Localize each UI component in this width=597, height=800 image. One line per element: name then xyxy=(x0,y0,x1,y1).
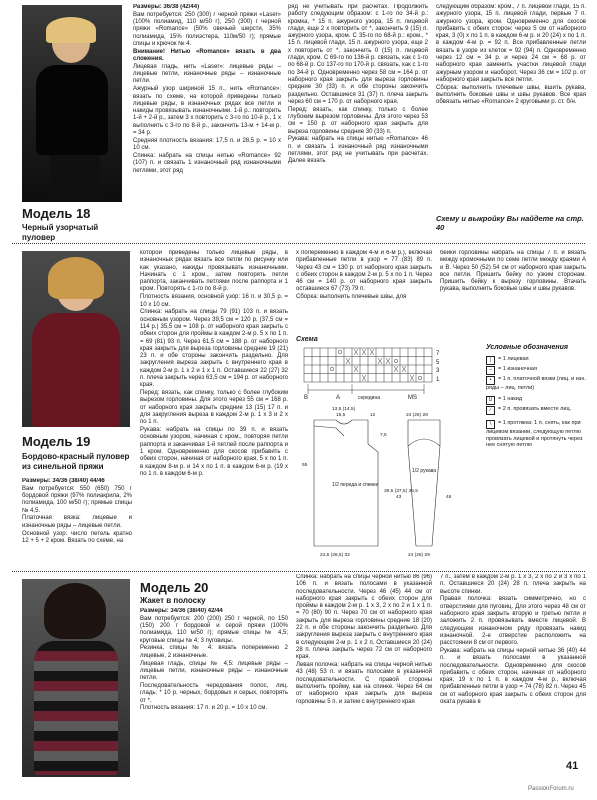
dimension-label: 15,5 xyxy=(336,413,346,418)
text-block: Перед: вязать, как спинку, только с более глубоким вырезом горловины. Для этого через 55 см = 168 р. от наборного края закрыть средние 13 (15) 17 п. и для закругления выреза в каждом 2-м р. 1 х 3 и 2 х по 1 п. xyxy=(140,390,288,426)
model-20-subtitle: Жакет в полоску xyxy=(140,596,206,605)
text-block: Ажурный узор шириной 15 п., нить «Romance»: вязать по схеме, на которой приведены только лицевые ряды, в изнаночных рядах все петли и накиды провязывать изнаночными. 1-й р.: повторить 1-й + 2-й р., затем 3 х повторить с 3-го по 10-й р., 1 х выполнить с 3-го по 8-й р., закончить 13-м + 14-м р. = 34 р. xyxy=(133,86,281,137)
model-19-column-2 xyxy=(140,250,288,572)
model-18-column-2 xyxy=(288,4,428,236)
edge-label: A xyxy=(336,395,341,400)
model-18-column-3 xyxy=(436,4,586,184)
text-block: Рукава: набрать на спицы нитью «Romance» 46 п. и связать 1 изнаночный ряд изнаночными петлями, этот ряд не учитывать при расчетах. Далее вязать xyxy=(288,136,428,165)
piece-label-back: 1/2 переда и спинки xyxy=(332,482,379,488)
text-block: следующим образом: кром., 7 п. лицевой глади, 15 п. ажурного узора, 15 п. лицевой глади, первые 7 п. ажурного узора, кром. Одновременно для скосов прибавить с обеих сторон: через 5 см от наборного края, 3 (0) х по 1 п. в каждом 6-м р. и 20 (24) х по 1 п. в каждом 4-м р. = 92 п. Все прибавленные петли вязать в узоре из клеток = 92 (94) п. Одновременно через 12 см = 34 р. и через 24 см = 68 р. от наборного края заменить участки лицевой глади ажурным узором и наоборот. Через 36 см = 102 р. от наборного края закрыть все петли. xyxy=(436,4,586,83)
purl-symbol-icon: – xyxy=(486,366,495,375)
model-20-column-1 xyxy=(140,608,288,778)
piece-label-sleeve: 1/2 рукава xyxy=(412,468,437,474)
dimension-label: 55 xyxy=(302,463,308,468)
text-block: которой приведены только лицевые ряды, в изнаночных рядах вязать все петли по рисунку или как указано, накиды провязывать изнаночными. Начинать с 1 кром., затем повторять петли раппорта, заканчивать петлями после раппорта и 1 кром. Повторять с 1-го по 8-й р. xyxy=(140,250,288,293)
text-block: бейки горловины набрать на спицы 7 п. и вязать между кромочными по семе петли между краями А и В. Через 50 (52) 54 см от наборного края закрыть все петли. Пришить бейку по узким сторонам. Пришить бейку к вырезу горловины. Втачать рукава, выполнить боковые швы и швы рукавов. xyxy=(440,250,586,293)
section-divider xyxy=(12,571,585,572)
text-block: Сборка: выполнить плечевые швы, для xyxy=(296,294,407,301)
model-20-column-2 xyxy=(296,574,432,780)
knit-symbol-icon: | xyxy=(486,356,495,365)
legend-slip: ∖ = 1 протяжка: 1 п. снять, как при лицевом вязании, следующую петлю провязать лицевой и протянуть через нее снятую петлю xyxy=(486,420,583,448)
dimension-label: 43 xyxy=(396,495,402,500)
dimension-label: 39,5 (37,5) 35,5 xyxy=(384,489,418,494)
text-block: Платочная вязка: лицевые и изнаночные ряды – лицевые петли. xyxy=(22,515,132,529)
legend-title: Условные обозначения xyxy=(486,344,569,351)
sizes: Размеры: 36/38 (42/44) xyxy=(133,4,200,10)
garter-symbol-icon: • xyxy=(486,376,495,385)
row-label: 5 xyxy=(436,360,440,366)
page-number: 41 xyxy=(566,760,579,772)
schema-title: Схема xyxy=(296,336,318,343)
text-block: Правая полочка: вязать симметрично, но с отверстиями для пуговиц. Для этого через 48 см от наборного края закрыть вторую и третью петли и заложить 2 п. провязывать вместе лицевой. В следующем изнаночном ряду провязать накид изнаночной. 2-е отверстие расположить на расстоянии 8 см от первого. xyxy=(440,596,586,647)
row-label: 3 xyxy=(436,368,440,374)
dimension-label: 24 (26) 28 xyxy=(406,413,428,418)
slip-symbol-icon: ∖ xyxy=(486,420,495,429)
dimension-label: 46 xyxy=(446,495,452,500)
model-20-column-3 xyxy=(440,574,586,750)
text-block: Вам потребуется: 250 (300) г черной пряжи «Laser» (100% полиамид, 110 м/50 г), 250 (300) г черной пряжи «Romance» (50% овечьей шерсти, 35% полиамида, 15% полиэстера, 110м/50 г); прямые спицы и крючок № 4. xyxy=(133,11,281,47)
text-block: Спинка: набрать на спицы нитью «Romance» 92 (107) п. и связать 1 изнаночный ряд изнаночными петлями, этот ряд xyxy=(133,152,281,174)
text-block: Лицевая гладь, нить «Laser»: лицевые ряды – лицевые петли, изнаночные ряды – изнаночные петли. xyxy=(133,63,281,85)
row-label: 1 xyxy=(436,377,440,383)
model-18-subtitle: Черный узорчатый пуловер xyxy=(22,223,99,242)
text-block: ряд не учитывать при расчетах. Продолжить работу следующим образом: с 1-го по 34-й р.: кромка, * 15 п. ажурного узора, 15 п. лицевой глади, еще 2 х повторить от *, закончить 9 (15) п. ажурного узора, кром. С 35-го по 68-й р.: кром., * 15 п. лицевой глади, 15 п. ажурного узора, еще 2 х повторить от *, закончить 0 (15) п. лицевой глади, кром. С 69-го по 136-й р. связать, как с 1-го по 68-й р. Со 137-го по 170-й р. связать, как с 1-го по 34-й р. Одновременно через 58 см = 164 р. от наборного края закрыть для выреза горловины средние 30 (33) п. и обе стороны закончить раздельно. Оставшиеся 31 (37) п. плеча закрыть через 60 см = 170 р. от наборного края. xyxy=(288,4,428,105)
dimension-label: 24,5 (28,5) 32 xyxy=(320,553,350,558)
dimension-label: 24 (26) 28 xyxy=(408,553,430,558)
dimension-label: 7,5 xyxy=(380,433,387,438)
text-block: Последовательность чередования полос, лиц. гладь: * 10 р. черных, бордовых и серых, повторять от *. xyxy=(140,682,288,704)
text-block: Левая полочка: набрать на спицы черной нитью 43 (48) 53 п. и вязать полосами в указанной последовательности. С правой стороны выполнить пройму, как на спинке. Через 64 см от наборного края закрыть для выреза горловины 5 п. и затем с внутреннего края xyxy=(296,662,432,705)
model-18-photo xyxy=(22,5,122,202)
model-19-subtitle: Бордово-красный пуловер из синельной пряжи xyxy=(22,452,130,471)
edge-label: B xyxy=(304,395,309,400)
repeat-label: MS xyxy=(408,395,417,400)
model-18-column-1 xyxy=(133,4,281,236)
center-label: середина xyxy=(358,395,380,400)
row-label: 7 xyxy=(436,351,440,357)
dimension-label: 12 xyxy=(370,413,376,418)
legend-k2tog: ∕ = 2 п. провязать вместе лиц. xyxy=(486,406,586,415)
text-block: Внимание! Нитью «Romance» вязать в два сложения. xyxy=(133,48,281,63)
text-block: Резинка, спицы № 4: вязать попеременно 2 лицевые, 2 изнаночные. xyxy=(140,645,288,659)
model-19-title: Модель 19 xyxy=(22,434,91,449)
text-block: х попеременно в каждом 4-м и 6-м р.), включая прибавленные петли в узор = 77 (83) 89 п. Через 43 см = 130 р. от наборного края закрыть с обеих сторон в каждом 2-м р. 5 х по 1 п. Через 46 см = 140 р. от наборного края закрыть оставшиеся 67 (73) 79 п. xyxy=(296,250,432,293)
see-schema-note: Схему и выкройку Вы найдете на стр. 40 xyxy=(436,214,584,232)
text-block: Вам потребуется: 200 (200) 250 г черной, по 150 (150) 200 г бордовой и серой пряжи (100% полиамида, 110 м/50 г); прямые спицы № 4,5; круговые спицы № 4; 3 пуговицы. xyxy=(140,615,288,644)
text-block: Плотность вязания: 17 п. и 20 р. = 10 х 10 см. xyxy=(140,705,267,712)
text-block: Лицевая гладь, спицы № 4,5: лицевые ряды – лицевые петли, изнаночные ряды – изнаночные петли. xyxy=(140,660,288,682)
footer-watermark: PassionForum.ru xyxy=(528,786,574,792)
knitting-chart xyxy=(296,344,468,400)
text-block: Перед: вязать, как спинку, только с более глубоким вырезом горловины. Для этого через 53 см = 150 р. от наборного края закрыть для выреза горловины средние 30 (33) п. xyxy=(288,106,428,135)
legend-purl: – = 1 изнаночная xyxy=(486,366,586,375)
sizes: Размеры: 34/36 (38/40) 44/46 xyxy=(22,478,105,484)
text-block: Рукава: набрать на спицы черной нитью 36 (40) 44 п. и вязать полосами в указанной последовательности. Одновременно для скосов прибавить с обеих сторон, начиная от наборного края, 19 х по 1 п. в каждом 4-м р., включая прибавленные петли в узор = 74 (78) 82 п. Через 45 см от наборного края закрыть с обеих сторон для оката рукава в xyxy=(440,647,586,706)
legend-yarn-over: U = 1 накид xyxy=(486,396,586,405)
section-divider xyxy=(12,243,585,244)
model-20-title: Модель 20 xyxy=(140,580,209,595)
dimension-label: 13,5 (14,5) xyxy=(332,407,356,412)
text-block: Средняя плотность вязания: 17,5 п. и 28,5 р. = 10 х 10 см. xyxy=(133,137,281,152)
k2tog-symbol-icon: ∕ xyxy=(486,406,495,415)
text-block: Спинка: набрать на спицы черной нитью 86 (96) 106 п. и вязать полосами в указанной последовательности. Через 46 (45) 44 см от наборного края закрыть с обеих сторон для проймы в каждом 2-м р. 1 х 3, 2 х по 2 и 1 х 1 п. = 70 (80) 90 п. Через 70 см от наборного края закрыть для выреза горловины средние 18 (20) 22 п. и обе стороны закончить раздельно. Для закругления выреза закрыть с внутреннего края в следующем 2-м р. 1 х 2 п. Оставшиеся 20 (24) 28 п. плеча закрыть через 72 см от наборного края. xyxy=(296,574,432,661)
text-block: 7 п., затем в каждом 2-м р. 1 х 3, 2 х по 2 и 3 х по 1 п. Оставшиеся 20 (24) 28 п. плеча закрыть на высоте спинки. xyxy=(440,574,586,595)
legend-knit: | = 1 лицевая xyxy=(486,356,586,365)
legend-garter: • = 1 п. платочной вязки (лиц. и изн. ряды – лиц. петли) xyxy=(486,376,586,391)
yarn-over-symbol-icon: U xyxy=(486,396,495,405)
text-block: Вам потребуется: 550 (650) 750 г бордовой пряжи (97% полиакрила, 2% полиамида, 100 м/50 г); прямые спицы № 4,5. xyxy=(22,485,132,514)
text-block: Плотность вязания, основной узор: 16 п. и 30,5 р. = 10 х 10 см. xyxy=(140,294,288,308)
model-20-photo xyxy=(22,579,130,777)
model-19-column-1 xyxy=(22,478,132,570)
pattern-pieces xyxy=(296,406,476,564)
model-19-column-4 xyxy=(440,250,586,324)
text-block: Спинка: набрать на спицы 79 (91) 103 п. и вязать основным узором. Через 39,5 см = 120 р. (37,5 см = 114 р.) 35,5 см = 108 р. от наборного края закрыть с обеих сторон для проймы в каждом 2-м р. 5 х по 1 п. = 69 (81) 93 п. Через 61,5 см = 188 р. от наборного края закрыть для выреза горловины средние 19 (21) 23 п. и обе стороны закончить раздельно. Для закругления выреза закрыть с внутреннего края в каждом 2-м р. 1 х 2 и 1 х 1 п. Оставшиеся 22 (27) 32 п. плеча закрыть через 63,5 см = 194 р. от наборного края. xyxy=(140,309,288,389)
text-block: Рукава: набрать на спицы по 39 п. и вязать основным узором, начиная с кром., повторяя петли раппорта и заканчивая 1-й петлей после раппорта и 1 кром. Одновременно для скосов прибавить с обеих сторон, начиная от наборного края, 5 х по 1 п. в каждом 8-м р. и 14 х по 1 п. в каждом 6-м р. (19 х по 1 п. в каждом 6-м р. xyxy=(140,427,288,477)
model-19-photo xyxy=(22,251,130,427)
text-block: Основной узор: число петель кратно 12 + 5 + 2 кром. Вязать по схеме, на xyxy=(22,530,132,544)
model-19-column-3 xyxy=(296,250,432,324)
model-18-title: Модель 18 xyxy=(22,206,91,221)
text-block: Сборка: выполнить плечевые швы, вшить рукава, выполнить боковые швы и швы рукавов. Все края обвязать нитью «Romance» 2 круговыми р. ст. б/н. xyxy=(436,84,586,106)
sizes: Размеры: 34/36 (38/40) 42/44 xyxy=(140,608,223,614)
